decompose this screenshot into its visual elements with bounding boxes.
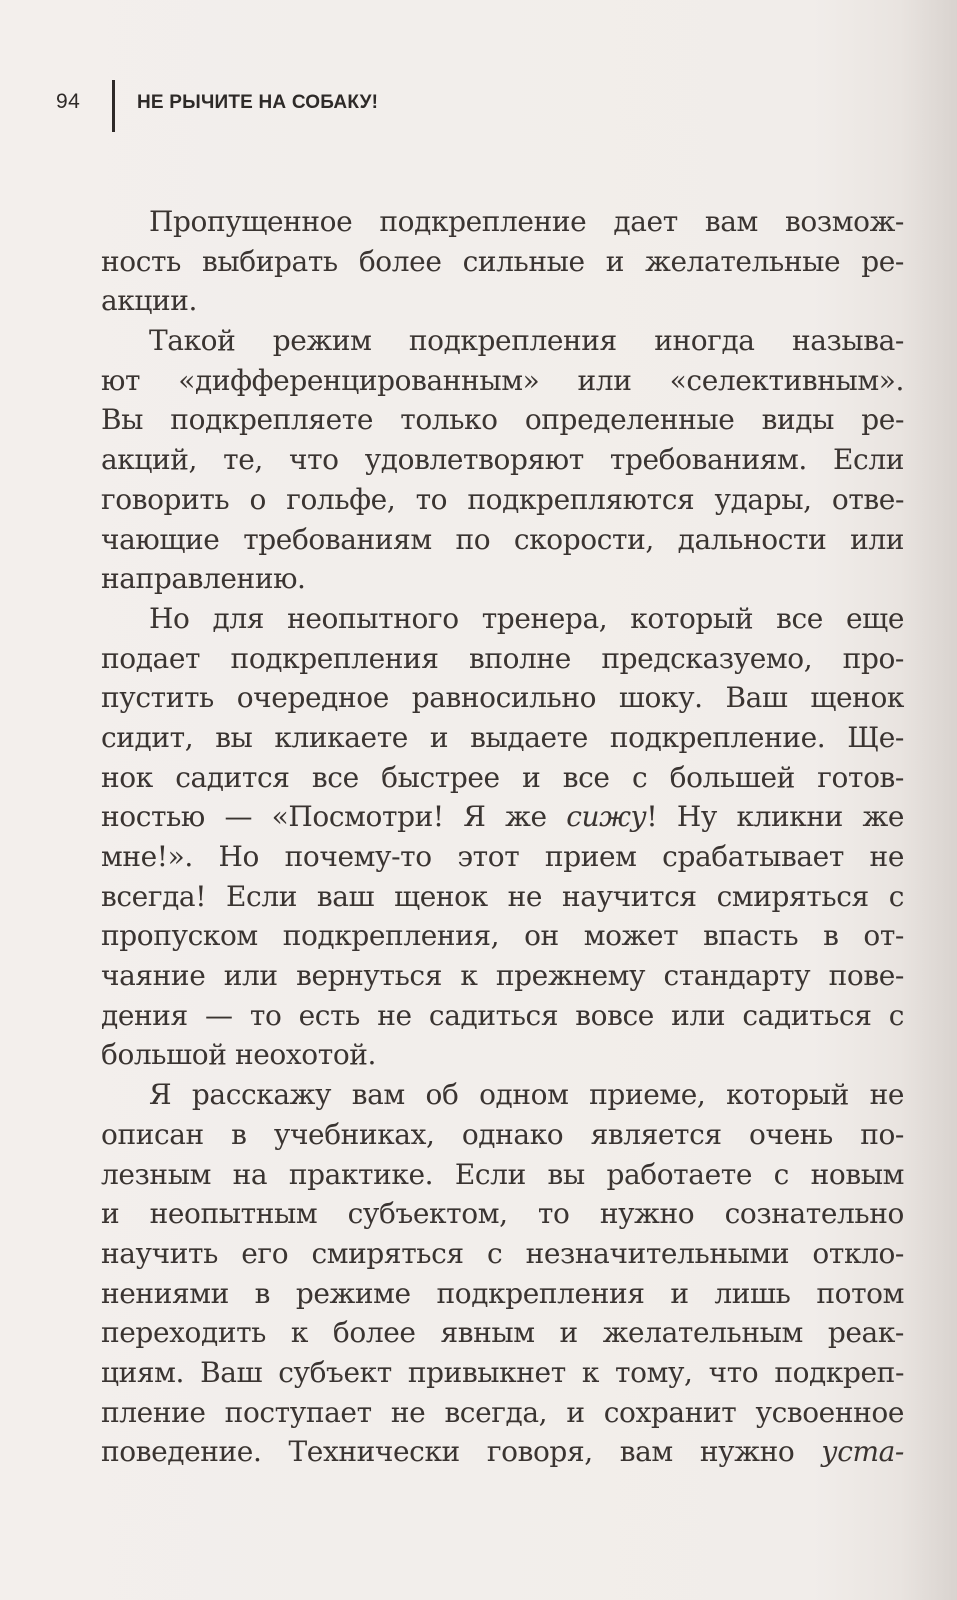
text-line: описан в учебниках, однако является очень по- [101, 1117, 904, 1151]
body-text [101, 202, 904, 1472]
text-line: пустить очередное равносильно шоку. Ваш щенок [101, 681, 904, 715]
text-line: циям. Ваш субъект привыкнет к тому, что подкреп- [101, 1355, 904, 1389]
text-line: дения — то есть не садиться вовсе или садиться с [101, 998, 904, 1032]
text-line: лезным на практике. Если вы работаете с новым [101, 1157, 904, 1191]
page-number: 94 [56, 90, 81, 113]
header-divider [112, 80, 115, 132]
text-segment: ностью — «Посмотри! Я же [101, 800, 567, 834]
text-line: научить его смиряться с незначительными откло- [101, 1236, 904, 1270]
text-line: подает подкрепления вполне предсказуемо, про- [101, 641, 904, 675]
text-line [101, 797, 904, 837]
text-line: ют «дифференцированным» или «селективным». [101, 363, 904, 397]
text-segment: поведение. Технически говоря, вам нужно [101, 1435, 822, 1469]
text-line: нениями в режиме подкрепления и лишь потом [101, 1276, 904, 1310]
text-line: акции. [101, 284, 198, 318]
text-line: пление поступает не всегда, и сохранит усвоенное [101, 1395, 904, 1429]
text-line: направлению. [101, 562, 306, 596]
text-line: Я расскажу вам об одном приеме, который не [149, 1078, 904, 1112]
text-line: чаяние или вернуться к прежнему стандарту пове- [101, 959, 904, 993]
text-segment: ! Ну кликни же [646, 800, 904, 834]
text-line: всегда! Если ваш щенок не научится смиряться с [101, 879, 904, 913]
text-line: мне!». Но почему-то этот прием срабатывает не [101, 840, 904, 873]
text-line: говорить о гольфе, то подкрепляются удары, отве- [101, 482, 904, 516]
text-line: нок садится все быстрее и все с большей готов- [101, 760, 904, 794]
text-line: ность выбирать более сильные и желательные ре- [101, 244, 904, 278]
text-line: пропуском подкрепления, он может впасть в от- [101, 919, 904, 953]
text-line: Но для неопытного тренера, который все еще [149, 601, 904, 635]
page-header [40, 80, 900, 132]
running-title: НЕ РЫЧИТЕ НА СОБАКУ! [137, 92, 379, 113]
text-line: Пропущенное подкрепление дает вам возмож- [149, 205, 904, 238]
italic-text: уста- [821, 1435, 904, 1469]
text-line: акций, те, что удовлетворяют требованиям. Если [101, 443, 904, 477]
italic-text: сижу [566, 800, 647, 834]
text-line: чающие требованиям по скорости, дальности или [101, 522, 904, 556]
text-line [101, 1432, 904, 1472]
text-line: большой неохотой. [101, 1038, 377, 1072]
text-line: переходить к более явным и желательным реак- [101, 1316, 904, 1350]
text-line: сидит, вы кликаете и выдаете подкрепление. Ще- [101, 720, 904, 754]
text-line: Такой режим подкрепления иногда называ- [149, 324, 904, 358]
text-line: и неопытным субъектом, то нужно сознательно [101, 1197, 904, 1231]
text-line: Вы подкрепляете только определенные виды ре- [101, 403, 904, 437]
